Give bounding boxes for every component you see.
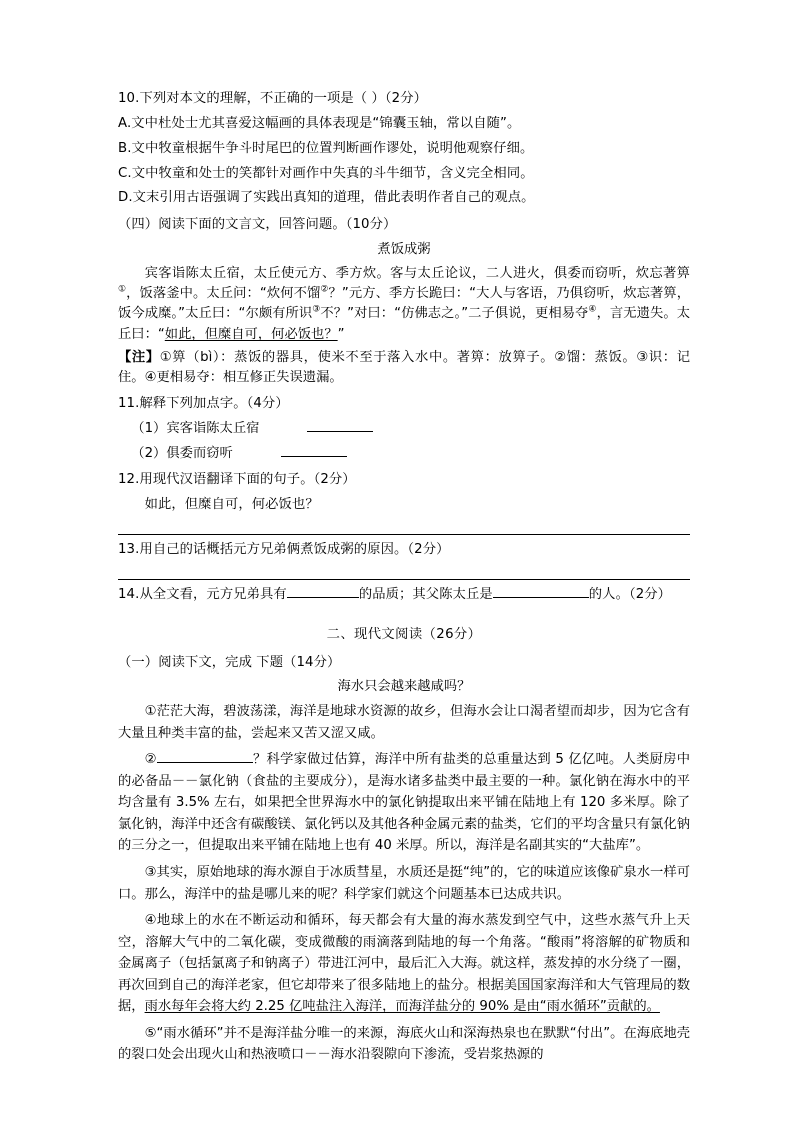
paragraph-5-text: “雨水循环”并不是海洋盐分唯一的来源，海底火山和深海热泉也在默默“付出”。在海底地壳的裂口处会出现火山和热液喷口－－海水沿裂隙向下渗流，受岩浆热源的 <box>118 1025 690 1063</box>
footnotes-text: ①箅（bì）：蒸饭的器具，使米不至于落入水中。著箅：放箅子。②馏：蒸饭。③识：记住。④更相易夺：相互修正失误遗漏。 <box>118 349 691 385</box>
paragraph-4-underlined: 雨水每年会将大约 2.25 亿吨盐注入海洋，而海洋盐分的 90% 是由“雨水循环”贡献的。 <box>144 999 660 1015</box>
question-13-stem: 13.用自己的话概括元方兄弟俩煮饭成粥的原因。（2分） <box>118 542 450 557</box>
footnotes <box>118 348 690 388</box>
question-12-sentence: 如此，但糜自可，何必饭也？ <box>144 497 319 513</box>
question-10-option-b[interactable]: B.文中牧童根据牛争斗时尾巴的位置判断画作谬处，说明他观察仔细。 <box>118 140 534 156</box>
footnotes-label: 【注】 <box>118 349 160 365</box>
question-11-stem: 11.解释下列加点字。（4分） <box>118 395 289 411</box>
question-10-stem: 10.下列对本文的理解，不正确的一项是（ ）（2分） <box>118 91 428 106</box>
footnote-marker-3: ③ <box>312 305 321 315</box>
question-11-item-1 <box>118 418 690 441</box>
question-10-option-d[interactable]: D.文末引用古语强调了实践出真知的道理，借此表明作者自己的观点。 <box>118 190 535 206</box>
answer-blank-14-1[interactable] <box>287 597 359 598</box>
passage-seg-4: 不？”对曰：“仿佛志之。”二子俱说，更相易夺 <box>320 306 589 322</box>
question-14-part-3: 的人。（2分） <box>588 586 672 602</box>
paragraph-2-text: ？科学家做过估算，海洋中所有盐类的总重量达到 5 亿亿吨。人类厨房中的必备品－－氯化钠（食盐的主要成分），是海水诸多盐类中最主要的一种。氯化钠在海水中的平均含量有 3.5% 左右，如果把全世界海水中的氯化钠提取出来平铺在陆地上有 120 多米厚。除了氯化钠，海洋中还含有碳酸镁、氯化钙以及其他各种金属元素的盐类，它们的平均含量只有氯化钠的三分之一，但提取出来平铺在陆地上也有 40 米厚。所以，海洋是名副其实的“大盐库”。 <box>118 752 690 854</box>
modern-paragraph-4 <box>118 910 690 1018</box>
passage-seg-1: 宾客诣陈太丘宿，太丘使元方、季方炊。客与太丘论议，二人进火，俱委而窃听，炊忘著箅 <box>144 266 690 282</box>
section-two-heading: 二、现代文阅读（26分） <box>326 626 482 642</box>
answer-blank-14-2[interactable] <box>493 597 589 598</box>
paragraph-4-text: 地球上的水在不断运动和循环，每天都会有大量的海水蒸发到空气中，这些水蒸气升上天空，溶解大气中的二氧化碳，变成微酸的雨滴落到陆地的每一个角落。“酸雨”将溶解的矿物质和金属离子（包括氯离子和钠离子）带进江河中，最后汇入大海。就这样，蒸发掉的水分绕了一圈，再次回到自己的海洋老家，但它却带来了很多陆地上的盐分。根据美国国家海洋和大气管理局的数据， <box>118 913 691 1015</box>
answer-line-12[interactable] <box>118 534 690 535</box>
passage-seg-6: ” <box>337 326 345 342</box>
section-two-subsection: （一）阅读下文，完成 下题（14分） <box>118 654 341 670</box>
paragraph-4-marker: ④ <box>144 913 157 929</box>
passage-seg-3: ？”元方、季方长跪曰：“大人与客语，乃俱窃听，炊忘著箅，饭今成糜。”太丘曰：“尔颇有所识 <box>118 286 691 322</box>
answer-blank-paragraph-2[interactable] <box>157 762 253 763</box>
question-11-item-2 <box>118 443 690 466</box>
question-14-part-2: 的品质；其父陈太丘是 <box>358 586 493 602</box>
modern-paragraph-1 <box>118 701 690 744</box>
passage-underlined-quote: 如此，但糜自可，何必饭也？ <box>164 326 338 342</box>
modern-text-title: 海水只会越来越咸吗？ <box>337 679 471 695</box>
modern-paragraph-5 <box>118 1023 690 1066</box>
paragraph-1-text: 茫茫大海，碧波荡漾，海洋是地球水资源的故乡，但海水会让口渴者望而却步，因为它含有大量且种类丰富的盐，尝起来又苦又涩又咸。 <box>118 704 691 741</box>
paragraph-3-text: 其实，原始地球的海水源自于冰质彗星，水质还是挺“纯”的，它的味道应该像矿泉水一样可口。那么，海洋中的盐是哪儿来的呢？科学家们就这个问题基本已达成共识。 <box>118 865 690 902</box>
classical-text-title: 煮饭成粥 <box>377 242 431 258</box>
question-12-stem: 12.用现代汉语翻译下面的句子。（2分） <box>118 472 356 488</box>
answer-line-13[interactable] <box>118 579 690 580</box>
question-14 <box>118 584 690 607</box>
modern-paragraph-2 <box>118 749 690 857</box>
question-10-option-c[interactable]: C.文中牧童和处士的笑都针对画作中失真的斗牛细节，含义完全相同。 <box>118 165 534 181</box>
paragraph-1-marker: ① <box>144 704 157 720</box>
passage-seg-5: ，言无遗失。太丘曰：“ <box>118 306 691 342</box>
footnote-marker-1: ① <box>118 284 127 295</box>
paragraph-2-marker: ② <box>144 752 157 768</box>
classical-passage <box>118 264 690 345</box>
question-11-item-1-text: （1）宾客诣陈太丘宿 <box>131 420 260 436</box>
question-14-part-1: 14.从全文看，元方兄弟具有 <box>118 586 287 602</box>
paragraph-5-marker: ⑤ <box>144 1025 157 1041</box>
footnote-marker-4: ④ <box>588 305 597 315</box>
passage-seg-2: ，饭落釜中。太丘问：“炊何不馏 <box>126 286 321 302</box>
question-10-option-a[interactable]: A.文中杜处士尤其喜爱这幅画的具体表现是“锦囊玉轴，常以自随”。 <box>118 115 521 131</box>
answer-blank-11-1[interactable] <box>307 431 373 432</box>
document-body <box>118 88 690 1066</box>
section-four-intro: （四）阅读下面的文言文，回答问题。（10分） <box>118 217 397 233</box>
modern-paragraph-3 <box>118 862 690 905</box>
question-11-item-2-text: （2）俱委而窃听 <box>131 446 233 462</box>
paragraph-3-marker: ③ <box>144 865 157 881</box>
footnote-marker-2: ② <box>320 284 329 295</box>
answer-blank-11-2[interactable] <box>281 456 347 457</box>
